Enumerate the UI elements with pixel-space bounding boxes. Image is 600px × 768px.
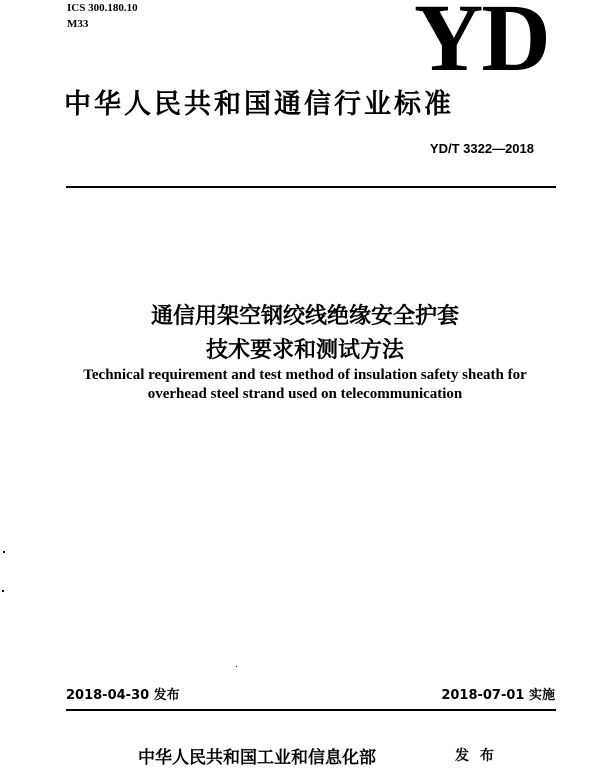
chinese-title-line1: 通信用架空钢绞线绝缘安全护套 <box>150 304 459 329</box>
chinese-title-line2: 技术要求和测试方法 <box>205 338 404 363</box>
top-rule <box>66 186 556 188</box>
issue-label: 发 布 <box>455 748 497 764</box>
standard-number: YD/T 3322—2018 <box>429 141 534 156</box>
english-title <box>55 366 555 404</box>
yd-logo: YD <box>414 0 549 91</box>
scan-speck <box>2 590 4 592</box>
scan-speck <box>3 551 5 553</box>
chinese-title <box>60 300 550 368</box>
english-title-line2: overhead steel strand used on telecommunication <box>147 386 463 402</box>
standard-type-title: 中华人民共和国通信行业标准 <box>64 89 454 120</box>
ics-code: ICS 300.180.10 <box>67 2 138 14</box>
implementation-date: 2018-07-01 实施 <box>441 688 555 703</box>
english-title-line1: Technical requirement and test method of insulation safety sheath for <box>83 367 527 383</box>
ccs-code: M33 <box>67 18 89 30</box>
scan-speck <box>236 666 237 667</box>
bottom-rule <box>66 709 556 711</box>
issuing-authority: 中华人民共和国工业和信息化部 <box>138 748 376 768</box>
issue-date: 2018-04-30 发布 <box>66 688 180 703</box>
